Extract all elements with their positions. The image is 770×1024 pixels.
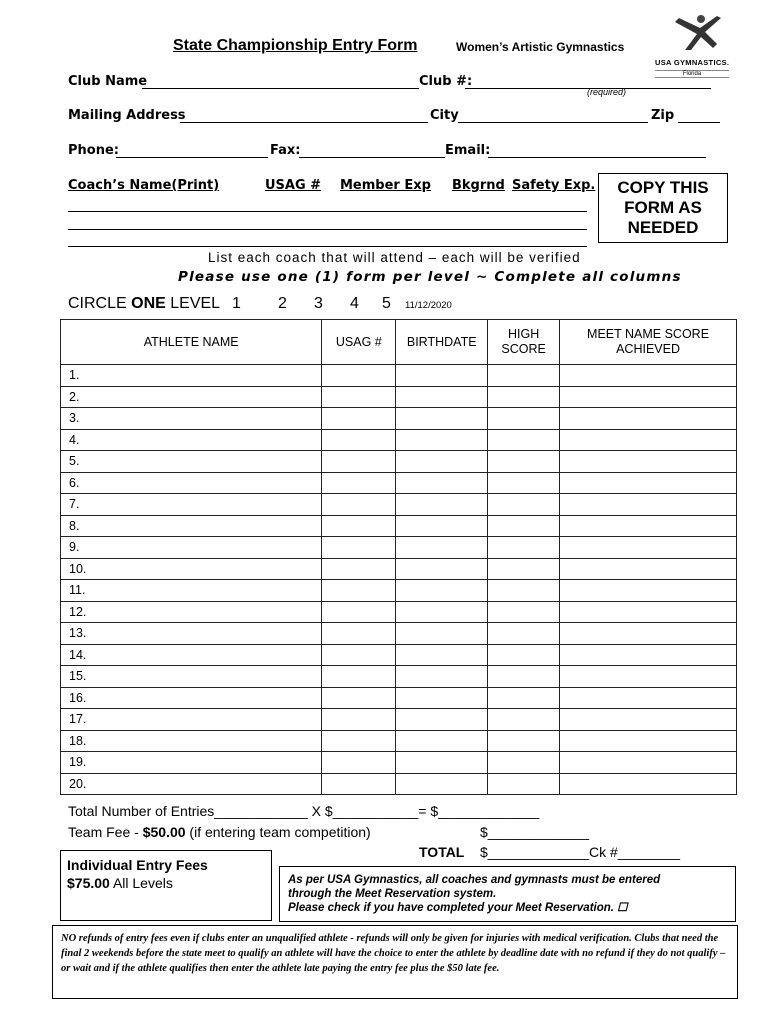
high-score-cell[interactable] [488,773,560,795]
table-row [61,752,737,774]
meet-name-cell[interactable] [560,730,737,752]
meet-name-cell[interactable] [560,709,737,731]
notice-line-1: As per USA Gymnastics, all coaches and gymnasts must be entered [288,874,661,886]
high-score-label: HIGH SCORE [501,327,546,356]
club-name-field[interactable] [142,88,419,89]
team-fee-note: (if entering team competition) [185,824,371,840]
meet-reservation-notice [279,866,736,922]
high-score-cell[interactable] [488,429,560,451]
table-row [61,386,737,408]
table-row [61,537,737,559]
high-score-header [488,320,560,365]
meet-name-cell[interactable] [560,365,737,387]
total-field[interactable]: $_____________Ck #________ [480,844,681,860]
athlete-table [60,319,737,795]
athlete-name-cell[interactable] [61,537,322,559]
team-fee-field[interactable]: $_____________ [480,824,590,840]
zip-field[interactable] [678,122,720,123]
phone-label: Phone: [68,143,119,158]
meet-name-cell[interactable] [560,494,737,516]
coach-verify-note: List each coach that will attend – each will be verified [208,250,581,265]
row-number: 15. [69,669,87,684]
table-header-row [61,320,737,365]
usag-cell[interactable] [322,408,396,430]
high-score-cell[interactable] [488,515,560,537]
meet-name-cell[interactable] [560,752,737,774]
row-number: 17. [69,712,87,727]
meet-name-cell[interactable] [560,773,737,795]
mailing-address-field[interactable] [180,122,428,123]
individual-fees-amount-line [61,873,271,891]
coach-line[interactable] [68,229,587,230]
page-subtitle: Women’s Artistic Gymnastics [456,40,625,54]
row-number: 10. [69,561,87,576]
zip-label: Zip [651,108,675,123]
coach-name-header: Coach’s Name(Print) [68,178,220,193]
row-number: 3. [69,411,80,426]
birthdate-cell[interactable] [396,580,488,602]
logo-text: USA GYMNASTICS. [655,58,730,67]
usag-cell[interactable] [322,386,396,408]
high-score-cell[interactable] [488,494,560,516]
high-score-cell[interactable] [488,601,560,623]
athlete-name-header: ATHLETE NAME [61,320,322,365]
coach-safety-header: Safety Exp. [512,178,596,193]
birthdate-cell[interactable] [396,752,488,774]
usag-cell[interactable] [322,515,396,537]
athlete-name-cell[interactable] [61,408,322,430]
table-row [61,580,737,602]
row-number: 18. [69,733,87,748]
usag-cell[interactable] [322,709,396,731]
high-score-cell[interactable] [488,709,560,731]
high-score-cell[interactable] [488,752,560,774]
table-row [61,623,737,645]
row-number: 12. [69,604,87,619]
usag-cell[interactable] [322,644,396,666]
birthdate-cell[interactable] [396,472,488,494]
table-row [61,709,737,731]
individual-fee-levels: All Levels [109,875,173,891]
team-fee-label: Team Fee - [68,824,143,840]
usag-cell[interactable] [322,601,396,623]
table-row [61,494,737,516]
birthdate-cell[interactable] [396,623,488,645]
high-score-cell[interactable] [488,537,560,559]
form-date: 11/12/2020 [405,300,452,311]
birthdate-cell[interactable] [396,537,488,559]
coach-usag-header: USAG # [265,178,322,193]
row-number: 11. [69,583,86,598]
athlete-name-cell[interactable] [61,623,322,645]
level-option-4[interactable]: 4 [350,295,359,312]
high-score-cell[interactable] [488,451,560,473]
athlete-name-cell[interactable] [61,472,322,494]
table-row [61,365,737,387]
meet-name-cell[interactable] [560,515,737,537]
level-option-2[interactable]: 2 [278,295,287,312]
table-row [61,472,737,494]
table-row [61,408,737,430]
usag-header: USAG # [322,320,396,365]
table-row [61,451,737,473]
athlete-name-cell[interactable] [61,666,322,688]
fax-label: Fax: [270,143,301,158]
row-number: 7. [69,497,80,512]
birthdate-cell[interactable] [396,515,488,537]
birthdate-cell[interactable] [396,408,488,430]
meet-name-cell[interactable] [560,429,737,451]
birthdate-cell[interactable] [396,451,488,473]
gymnast-icon [655,14,735,54]
row-number: 1. [69,368,80,383]
athlete-name-cell[interactable] [61,773,322,795]
meet-name-header [560,320,737,365]
level-option-1[interactable]: 1 [232,295,241,312]
athlete-name-cell[interactable] [61,494,322,516]
row-number: 6. [69,475,80,490]
usag-cell[interactable] [322,429,396,451]
club-name-label: Club Name [68,74,148,89]
usag-cell[interactable] [322,365,396,387]
athlete-name-cell[interactable] [61,709,322,731]
refund-policy-box [52,925,738,999]
birthdate-cell[interactable] [396,558,488,580]
athlete-name-cell[interactable] [61,730,322,752]
coach-line[interactable] [68,211,587,212]
meet-name-cell[interactable] [560,666,737,688]
table-row [61,687,737,709]
table-row [61,515,737,537]
phone-field[interactable] [116,157,268,158]
usag-cell[interactable] [322,752,396,774]
meet-name-cell[interactable] [560,558,737,580]
high-score-cell[interactable] [488,472,560,494]
row-number: 2. [69,389,80,404]
usag-cell[interactable] [322,558,396,580]
high-score-cell[interactable] [488,644,560,666]
meet-name-cell[interactable] [560,580,737,602]
athlete-name-cell[interactable] [61,515,322,537]
individual-fee-amount: $75.00 [67,875,110,891]
row-number: 4. [69,432,80,447]
usag-cell[interactable] [322,451,396,473]
birthdate-cell[interactable] [396,687,488,709]
row-number: 9. [69,540,80,555]
high-score-cell[interactable] [488,386,560,408]
team-fee-line [68,824,371,840]
birthdate-cell[interactable] [396,429,488,451]
meet-name-cell[interactable] [560,451,737,473]
notice-line-2: through the Meet Reservation system. [288,888,497,900]
row-number: 20. [69,776,87,791]
row-number: 5. [69,454,80,469]
usag-cell[interactable] [322,472,396,494]
email-label: Email: [445,143,491,158]
copy-form-box: COPY THIS FORM AS NEEDED [598,173,728,243]
usa-gymnastics-logo [655,14,735,84]
table-row [61,666,737,688]
logo-region: Florida [655,70,729,78]
table-row [61,601,737,623]
refund-policy-text: NO refunds of entry fees even if clubs enter an unqualified athlete - refunds will only be given for injuries with medical verification. Clubs that need the final 2 weekends before the state meet to qualify an athlete will have the choice to enter the athlete by deadline date with no refund if they do not qualify – or wait and if the athlete qualifies then enter the athlete late paying the entry fee plus the $50 late fee. [61,933,726,974]
birthdate-cell[interactable] [396,644,488,666]
athlete-name-cell[interactable] [61,580,322,602]
birthdate-cell[interactable] [396,730,488,752]
page-title: State Championship Entry Form [173,37,418,54]
usag-cell[interactable] [322,537,396,559]
birthdate-cell[interactable] [396,386,488,408]
city-field[interactable] [458,122,648,123]
meet-name-cell[interactable] [560,601,737,623]
one-label: ONE [131,295,166,312]
table-row [61,730,737,752]
usag-cell[interactable] [322,730,396,752]
usag-cell[interactable] [322,580,396,602]
birthdate-cell[interactable] [396,365,488,387]
birthdate-cell[interactable] [396,709,488,731]
birthdate-cell[interactable] [396,601,488,623]
high-score-cell[interactable] [488,558,560,580]
high-score-cell[interactable] [488,730,560,752]
usag-cell[interactable] [322,494,396,516]
athlete-name-cell[interactable] [61,558,322,580]
level-option-3[interactable]: 3 [314,295,323,312]
fax-field[interactable] [299,157,445,158]
row-number: 8. [69,518,80,533]
meet-name-cell[interactable] [560,687,737,709]
email-field[interactable] [488,157,706,158]
meet-name-cell[interactable] [560,472,737,494]
meet-name-cell[interactable] [560,408,737,430]
birthdate-cell[interactable] [396,666,488,688]
birthdate-cell[interactable] [396,494,488,516]
individual-fees-title: Individual Entry Fees [67,857,208,873]
table-row [61,429,737,451]
table-row [61,558,737,580]
row-number: 14. [69,647,87,662]
usag-cell[interactable] [322,623,396,645]
table-row [61,644,737,666]
level-option-5[interactable]: 5 [382,295,391,312]
meet-name-cell[interactable] [560,623,737,645]
athlete-name-cell[interactable] [61,644,322,666]
mailing-address-label: Mailing Address [68,108,186,123]
circle-label: CIRCLE [68,295,127,312]
row-number: 16. [69,690,87,705]
meet-name-cell[interactable] [560,644,737,666]
table-row [61,773,737,795]
athlete-name-cell[interactable] [61,687,322,709]
high-score-cell[interactable] [488,623,560,645]
athlete-name-cell[interactable] [61,386,322,408]
team-fee-amount: $50.00 [142,824,186,840]
coach-bkgrnd-header: Bkgrnd [452,178,505,193]
notice-line-3[interactable]: Please check if you have completed your Meet Reservation. ☐ [288,902,628,914]
high-score-cell[interactable] [488,408,560,430]
athlete-name-cell[interactable] [61,429,322,451]
total-entries-line: Total Number of Entries____________ X $___________= $_____________ [68,803,540,819]
athlete-name-cell[interactable] [61,365,322,387]
high-score-cell[interactable] [488,580,560,602]
level-label: LEVEL [170,295,221,312]
individual-fees-box [60,850,272,921]
row-number: 13. [69,626,87,641]
row-number: 19. [69,755,87,770]
high-score-cell[interactable] [488,365,560,387]
coach-member-header: Member Exp [340,178,431,193]
total-label: TOTAL [419,844,465,860]
high-score-cell[interactable] [488,687,560,709]
level-selector [68,295,220,313]
meet-name-cell[interactable] [560,386,737,408]
one-form-note: Please use one (1) form per level ~ Complete all columns [178,269,682,285]
coach-line[interactable] [68,246,587,247]
city-label: City [430,108,459,123]
usag-cell[interactable] [322,773,396,795]
meet-name-cell[interactable] [560,537,737,559]
birthdate-header: BIRTHDATE [396,320,488,365]
usag-cell[interactable] [322,687,396,709]
usag-cell[interactable] [322,666,396,688]
club-number-label: Club #: [419,74,473,89]
required-note: (required) [587,87,627,97]
meet-name-label: MEET NAME SCORE ACHIEVED [587,327,710,356]
high-score-cell[interactable] [488,666,560,688]
athlete-name-cell[interactable] [61,601,322,623]
athlete-name-cell[interactable] [61,752,322,774]
birthdate-cell[interactable] [396,773,488,795]
athlete-name-cell[interactable] [61,451,322,473]
